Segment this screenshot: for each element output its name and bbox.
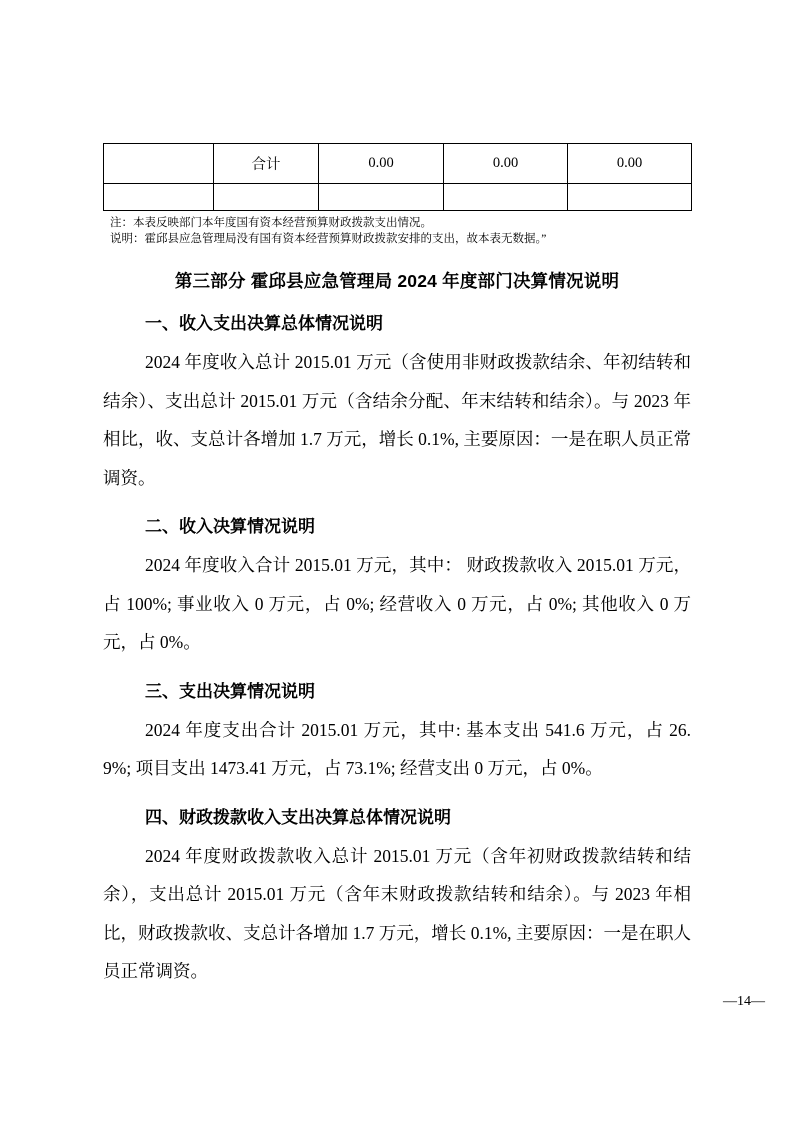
section-2-paragraph: 2024 年度收入合计 2015.01 万元，其中： 财政拨款收入 2015.01 万元，占 100%; 事业收入 0 万元，占 0%; 经营收入 0 万元，占 0%; 其他收入 0 万元，占 0%。 [103,555,691,652]
table-cell [104,144,214,184]
section-3-title: 三、支出决算情况说明 [145,681,315,701]
table-row-total [104,144,692,184]
section-3-paragraph: 2024 年度支出合计 2015.01 万元，其中: 基本支出 541.6 万元，占 26.9%; 项目支出 1473.41 万元，占 73.1%; 经营支出 0 万元，占 0%。 [103,719,691,778]
table-cell [214,184,319,211]
part-three-heading: 第三部分 霍邱县应急管理局 2024 年度部门决算情况说明 [174,271,620,291]
table-cell-value: 0.00 [444,144,568,184]
page-number: —14— [723,994,765,1009]
section-4-paragraph: 2024 年度财政拨款收入总计 2015.01 万元（含年初财政拨款结转和结余），支出总计 2015.01 万元（含年末财政拨款结转和结余）。与 2023 年相比，财政拨款收、支总计各增加 1.7 万元，增长 0.1%, 主要原因：一是在职人员正常调资。 [103,845,691,981]
table-cell-value: 0.00 [568,144,692,184]
section-1-paragraph: 2024 年度收入总计 2015.01 万元（含使用非财政拨款结余、年初结转和结余）、支出总计 2015.01 万元（含结余分配、年末结转和结余）。与 2023 年相比，收、支总计各增加 1.7 万元，增长 0.1%, 主要原因：一是在职人员正常调资。 [103,352,691,488]
table-cell [568,184,692,211]
state-capital-budget-table [103,143,692,211]
table-cell [104,184,214,211]
document-content [103,143,691,991]
section-1-title: 一、收入支出决算总体情况说明 [145,314,383,333]
table-notes [103,216,691,247]
table-note-2: 说明：霍邱县应急管理局没有国有资本经营预算财政拨款安排的支出，故本表无数据。” [110,232,547,245]
table-row-empty [104,184,692,211]
table-cell-total-label: 合计 [214,144,319,184]
table-cell-value: 0.00 [319,144,444,184]
section-2-title: 二、收入决算情况说明 [145,517,315,536]
table-cell [444,184,568,211]
section-4-title: 四、财政拨款收入支出决算总体情况说明 [145,807,451,827]
table-cell [319,184,444,211]
table-note-1: 注：本表反映部门本年度国有资本经营预算财政拨款支出情况。 [110,217,432,229]
